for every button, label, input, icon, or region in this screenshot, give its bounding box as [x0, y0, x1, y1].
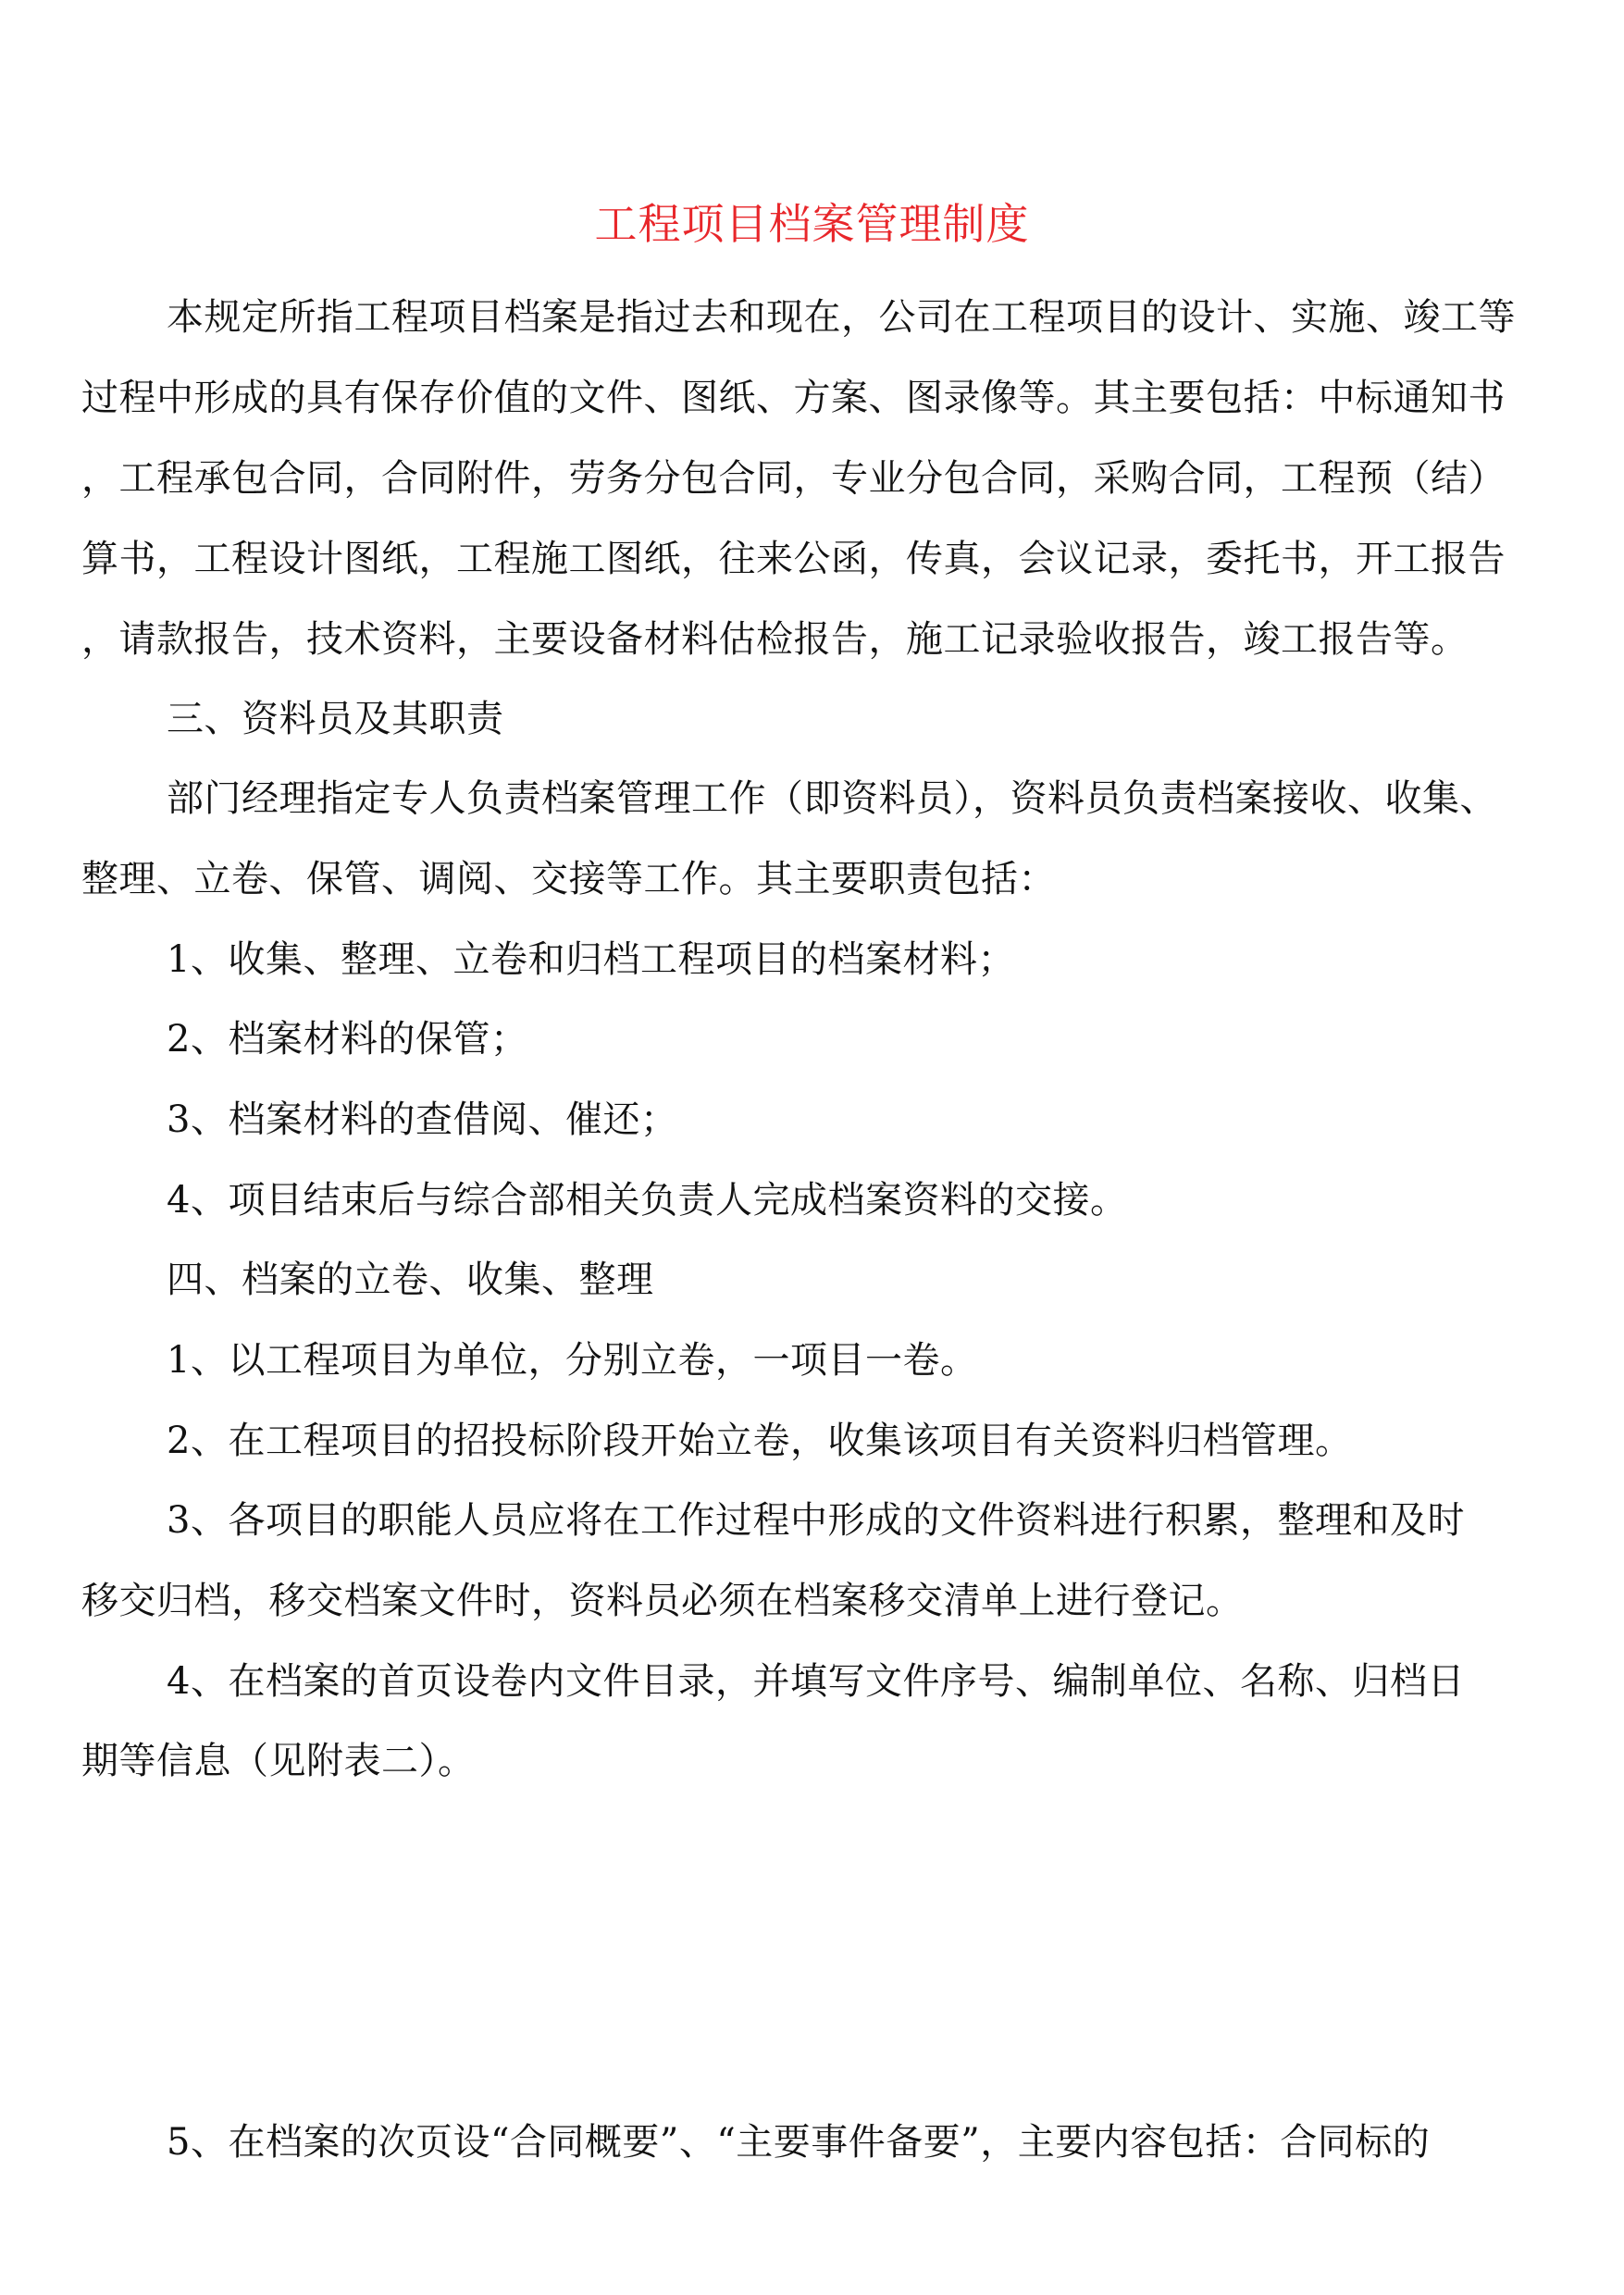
list-item-continuation: 期等信息（见附表二）。	[81, 1740, 476, 1782]
paragraph-line: 算书，工程设计图纸，工程施工图纸，往来公函，传真，会议记录，委托书，开工报告	[81, 538, 1506, 580]
list-item: 4、项目结束后与综合部相关负责人完成档案资料的交接。	[167, 1179, 1128, 1222]
paragraph-line: ，请款报告，技术资料，主要设备材料估检报告，施工记录验收报告，竣工报告等。	[81, 618, 1469, 661]
list-item: 1、收集、整理、立卷和归档工程项目的档案材料；	[167, 938, 1015, 981]
list-item: 4、在档案的首页设卷内文件目录，并填写文件序号、编制单位、名称、归档日	[167, 1660, 1465, 1703]
paragraph-line: ，工程承包合同，合同附件，劳务分包合同，专业分包合同，采购合同，工程预（结）	[81, 457, 1506, 500]
section-heading: 三、资料员及其职责	[167, 698, 504, 740]
document-title: 工程项目档案管理制度	[594, 199, 1030, 249]
list-item: 2、档案材料的保管；	[167, 1018, 528, 1061]
section-heading: 四、档案的立卷、收集、整理	[167, 1259, 654, 1301]
paragraph-line: 整理、立卷、保管、调阅、交接等工作。其主要职责包括：	[81, 858, 1056, 900]
paragraph-line: 部门经理指定专人负责档案管理工作（即资料员），资料员负责档案接收、收集、	[167, 777, 1497, 820]
paragraph-line: 过程中形成的具有保存价值的文件、图纸、方案、图录像等。其主要包括：中标通知书	[81, 377, 1506, 419]
list-item: 5、在档案的次页设“合同概要”、“主要事件备要”，主要内容包括：合同标的	[167, 2121, 1431, 2164]
list-item: 2、在工程项目的招投标阶段开始立卷，收集该项目有关资料归档管理。	[167, 1420, 1353, 1462]
list-item: 3、各项目的职能人员应将在工作过程中形成的文件资料进行积累，整理和及时	[167, 1499, 1465, 1542]
paragraph-line: 本规定所指工程项目档案是指过去和现在，公司在工程项目的设计、实施、竣工等	[167, 296, 1516, 339]
list-item: 3、档案材料的查借阅、催还；	[167, 1098, 678, 1141]
list-item-continuation: 移交归档，移交档案文件时，资料员必须在档案移交清单上进行登记。	[81, 1580, 1244, 1622]
list-item: 1、以工程项目为单位，分别立卷，一项目一卷。	[167, 1339, 978, 1382]
